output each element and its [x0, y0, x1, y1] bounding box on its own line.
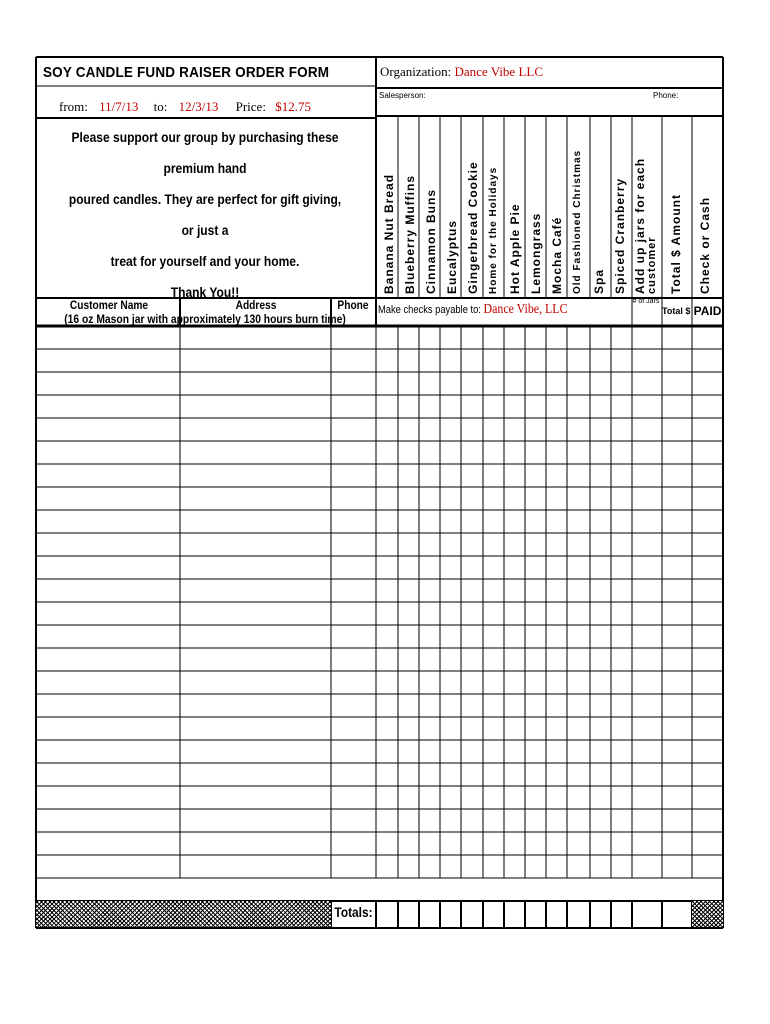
intro-line: poured candles. They are perfect for gift giving, or just a — [68, 191, 342, 238]
price-label: Price: — [235, 99, 266, 114]
from-value: 11/7/13 — [99, 99, 139, 114]
product-header-old-fashioned-christmas: Old Fashioned Christmas — [572, 149, 583, 294]
checks-payable — [378, 302, 568, 318]
from-label: from: — [59, 99, 88, 114]
product-header-jars-line1: Add up jars for each — [633, 157, 647, 294]
intro-line: treat for yourself and your home. — [110, 253, 300, 269]
product-header-blueberry-muffins: Blueberry Muffins — [403, 174, 417, 294]
product-header-jars-line2: customer — [646, 236, 658, 294]
organization-value: Dance Vibe LLC — [454, 64, 544, 79]
totals-label: Totals: — [334, 904, 373, 920]
customer-name-header: Customer Name — [69, 298, 149, 312]
check-or-cash-header: Check or Cash — [698, 196, 712, 294]
price-value: $12.75 — [275, 99, 311, 114]
address-header: Address — [235, 298, 277, 312]
checks-payable-label: Make checks payable to: — [378, 304, 481, 316]
product-header-hot-apple-pie: Hot Apple Pie — [508, 203, 522, 294]
organization-field[interactable] — [380, 64, 543, 80]
salesperson-label[interactable]: Salesperson: — [379, 91, 426, 100]
paid-hatched-cell — [692, 901, 723, 927]
total-dollar-label: Total $ — [662, 306, 691, 316]
paid-label: PAID — [693, 304, 722, 318]
to-label: to: — [153, 99, 168, 114]
intro-line: Thank You!! — [170, 284, 240, 300]
product-header-eucalyptus: Eucalyptus — [445, 219, 459, 294]
product-header-mocha-cafe: Mocha Café — [550, 216, 564, 294]
product-header-lemongrass: Lemongrass — [529, 212, 543, 294]
product-header-cinnamon-buns: Cinnamon Buns — [424, 189, 438, 294]
intro-line: Please support our group by purchasing these premium hand — [71, 129, 339, 176]
product-header-home-for-the-holidays: Home for the Holidays — [488, 166, 499, 294]
form-title: SOY CANDLE FUND RAISER ORDER FORM — [43, 64, 330, 81]
num-jars-label: # of Jars — [632, 298, 660, 305]
product-header-spa: Spa — [592, 268, 606, 294]
phone-header: Phone — [337, 298, 369, 312]
phone-label[interactable]: Phone: — [653, 91, 679, 100]
burn-time-note: (16 oz Mason jar with approximately 130 hours burn time) — [64, 312, 346, 326]
order-form — [35, 56, 724, 929]
totals-hatched-area — [36, 901, 331, 927]
product-header-spiced-cranberry: Spiced Cranberry — [613, 177, 627, 294]
organization-label: Organization: — [380, 64, 452, 79]
total-amount-header: Total $ Amount — [669, 194, 683, 294]
to-value: 12/3/13 — [178, 99, 219, 114]
checks-payable-value: Dance Vibe, LLC — [483, 302, 568, 317]
product-header-banana-nut-bread: Banana Nut Bread — [382, 173, 396, 294]
date-price-line — [59, 99, 311, 115]
product-header-gingerbread-cookie: Gingerbread Cookie — [466, 161, 480, 294]
